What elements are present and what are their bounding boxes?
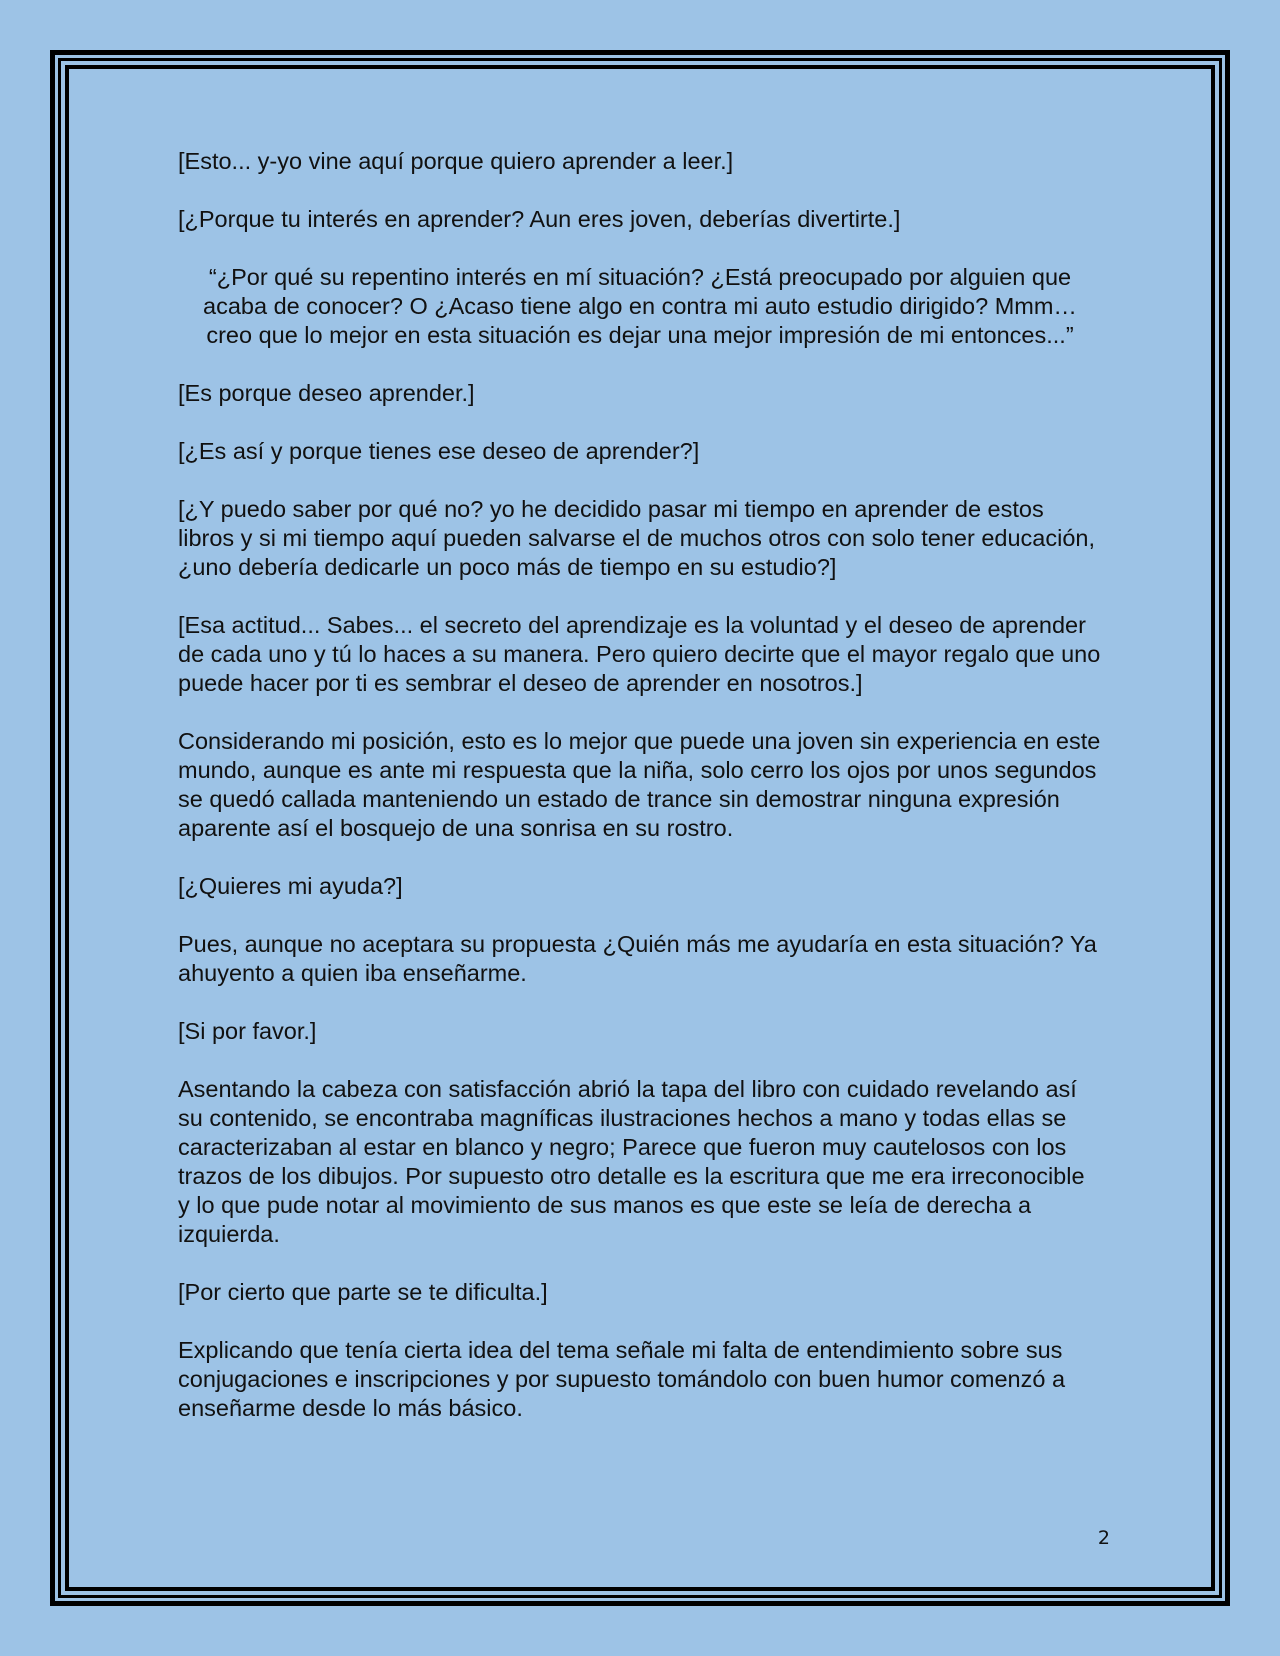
document-body bbox=[178, 147, 1102, 1452]
paragraph-4: [Es porque deseo aprender.] bbox=[178, 380, 475, 406]
paragraph-11: [Si por favor.] bbox=[178, 1018, 317, 1044]
paragraph-1: [Esto... y-yo vine aquí porque quiero aprender a leer.] bbox=[178, 148, 734, 174]
paragraph-10: Pues, aunque no aceptara su propuesta ¿Quién más me ayudaría en esta situación? Ya ahuyento a quien iba enseñarme. bbox=[178, 931, 1097, 986]
page-number: 2 bbox=[1097, 1527, 1110, 1549]
paragraph-8: Considerando mi posición, esto es lo mejor que puede una joven sin experiencia en este mundo, aunque es ante mi respuesta que la niña, solo cerro los ojos por unos segundos se quedó callada manteniendo un estado de trance sin demostrar ninguna expresión aparente así el bosquejo de una sonrisa en su rostro. bbox=[178, 728, 1101, 841]
paragraph-5: [¿Es así y porque tienes ese deseo de aprender?] bbox=[178, 438, 700, 464]
paragraph-14: Explicando que tenía cierta idea del tema señale mi falta de entendimiento sobre sus conjugaciones e inscripciones y por supuesto tomándolo con buen humor comenzó a enseñarme desde lo más básico. bbox=[178, 1337, 1066, 1421]
paragraph-12: Asentando la cabeza con satisfacción abrió la tapa del libro con cuidado revelando así su contenido, se encontraba magníficas ilustraciones hechos a mano y todas ellas se caracterizaban al estar en blanco y negro; Parece que fueron muy cautelosos con los trazos de los dibujos. Por supuesto otro detalle es la escritura que me era irreconocible y lo que pude notar al movimiento de sus manos es que este se leía de derecha a izquierda. bbox=[178, 1076, 1085, 1247]
paragraph-13: [Por cierto que parte se te dificulta.] bbox=[178, 1279, 548, 1305]
paragraph-2: [¿Porque tu interés en aprender? Aun eres joven, deberías divertirte.] bbox=[178, 206, 901, 232]
paragraph-3-thought: “¿Por qué su repentino interés en mí situación? ¿Está preocupado por alguien que acaba de conocer? O ¿Acaso tiene algo en contra mi auto estudio dirigido? Mmm… creo que lo mejor en esta situación es dejar una mejor impresión de mi entonces...” bbox=[203, 264, 1077, 348]
paragraph-6: [¿Y puedo saber por qué no? yo he decidido pasar mi tiempo en aprender de estos libros y si mi tiempo aquí pueden salvarse el de muchos otros con solo tener educación, ¿uno debería dedicarle un poco más de tiempo en su estudio?] bbox=[178, 496, 1095, 580]
paragraph-7: [Esa actitud... Sabes... el secreto del aprendizaje es la voluntad y el deseo de aprender de cada uno y tú lo haces a su manera. Pero quiero decirte que el mayor regalo que uno puede hacer por ti es sembrar el deseo de aprender en nosotros.] bbox=[178, 612, 1101, 696]
paragraph-9: [¿Quieres mi ayuda?] bbox=[178, 873, 403, 899]
